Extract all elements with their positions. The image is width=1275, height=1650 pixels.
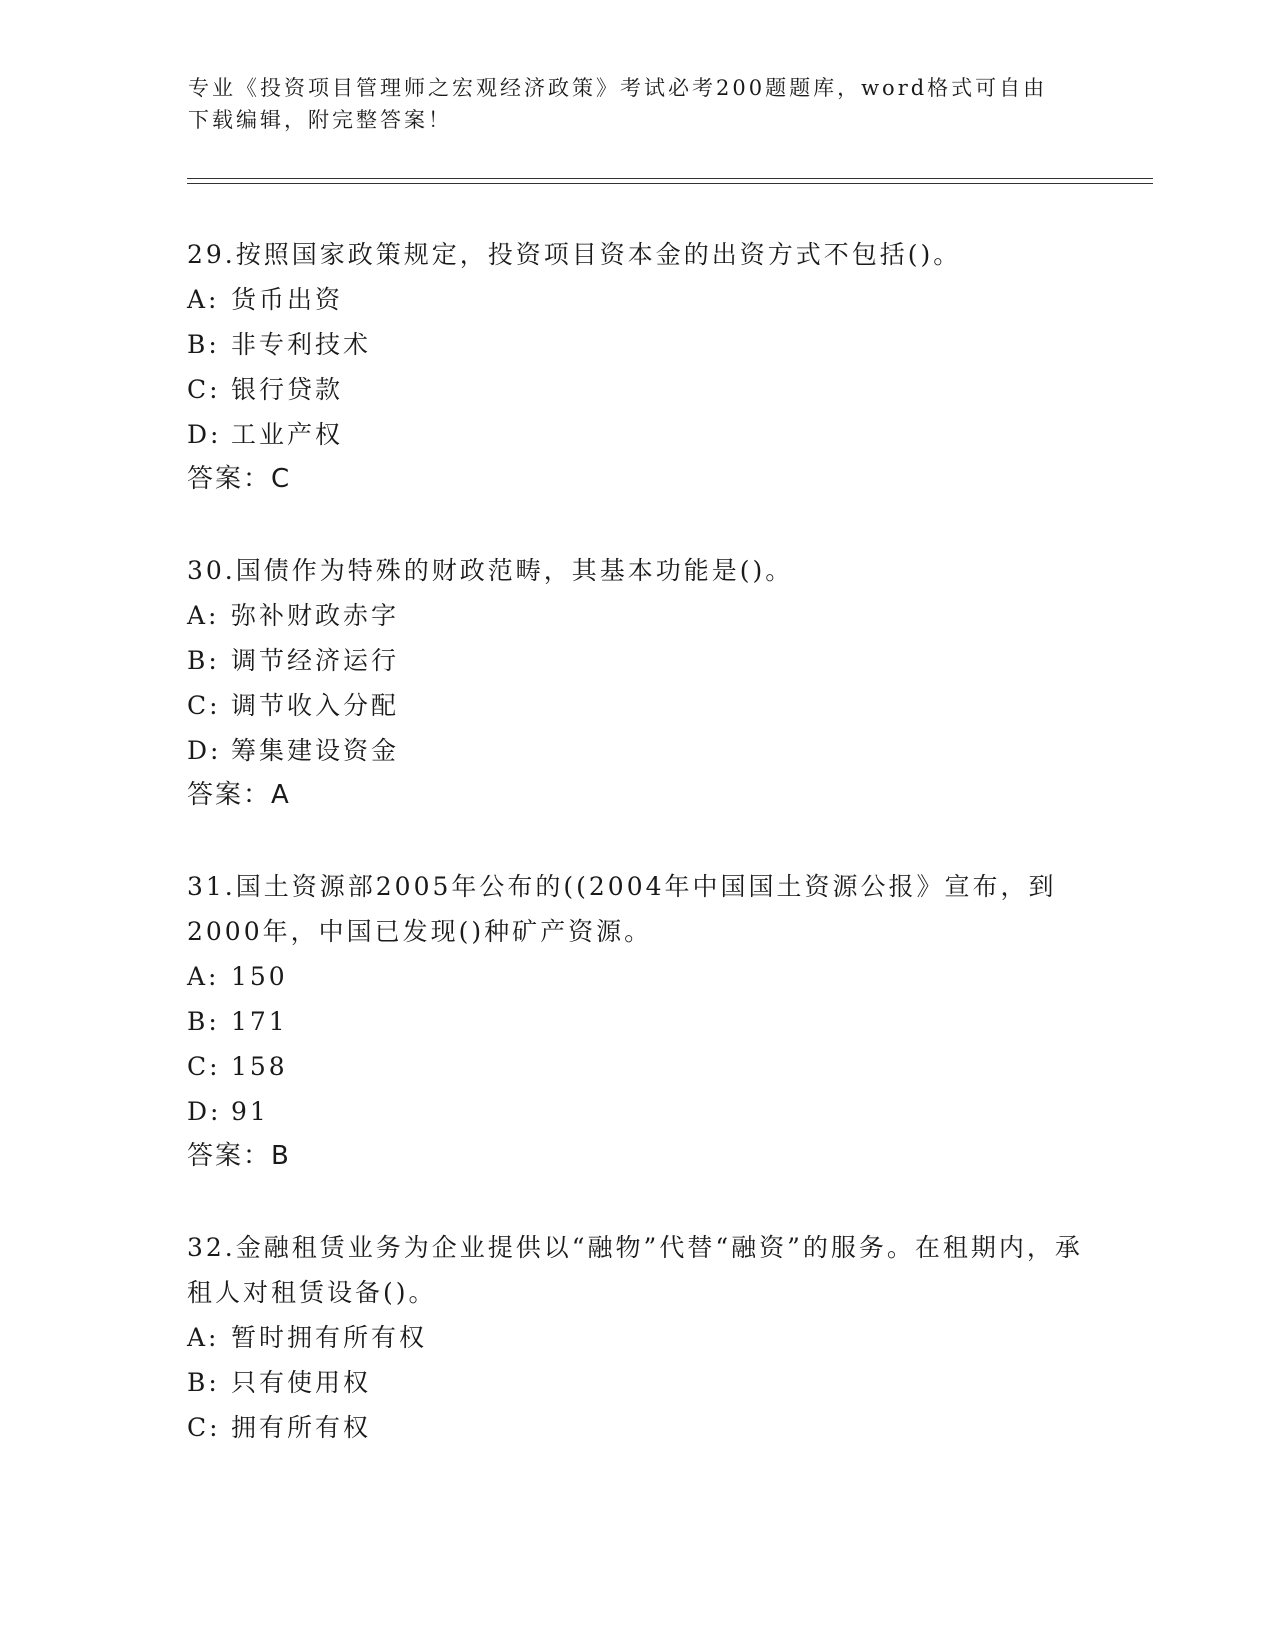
option-letter: D: — [187, 420, 222, 449]
option-letter: C: — [187, 1052, 221, 1081]
option-d — [187, 728, 1087, 773]
option-letter: B: — [187, 330, 220, 359]
option-letter: A: — [187, 962, 220, 991]
option-letter: C: — [187, 691, 221, 720]
option-text: 调节经济运行 — [231, 646, 400, 675]
option-text: 150 — [231, 962, 288, 991]
option-letter: A: — [187, 601, 220, 630]
answer-line: 答案：C — [187, 464, 292, 494]
option-c — [187, 367, 1087, 412]
option-letter: C: — [187, 375, 221, 404]
question-text: 32.金融租赁业务为企业提供以“融物”代替“融资”的服务。在租期内，承租人对租赁设备()。 — [187, 1233, 1083, 1307]
question-text: 29.按照国家政策规定，投资项目资本金的出资方式不包括()。 — [187, 240, 962, 269]
option-text: 工业产权 — [231, 420, 344, 449]
option-text: 拥有所有权 — [231, 1413, 372, 1442]
option-text: 银行贷款 — [231, 375, 344, 404]
option-a — [187, 1315, 1087, 1360]
option-d — [187, 412, 1087, 457]
option-text: 非专利技术 — [231, 330, 372, 359]
option-text: 只有使用权 — [231, 1368, 372, 1397]
question-31 — [187, 864, 1087, 1179]
option-c — [187, 1044, 1087, 1089]
option-b — [187, 1360, 1087, 1405]
option-letter: D: — [187, 736, 222, 765]
option-text: 货币出资 — [231, 285, 344, 314]
option-b — [187, 322, 1087, 367]
question-text: 31.国土资源部2005年公布的((2004年中国国土资源公报》宣布，到2000年，中国已发现()种矿产资源。 — [187, 872, 1057, 946]
answer-line: 答案：B — [187, 1141, 291, 1171]
option-letter: B: — [187, 1368, 220, 1397]
option-c — [187, 683, 1087, 728]
header-divider-bottom — [187, 183, 1153, 184]
question-32 — [187, 1225, 1087, 1450]
question-30 — [187, 548, 1087, 818]
option-d — [187, 1089, 1087, 1134]
option-text: 筹集建设资金 — [231, 736, 400, 765]
option-text: 158 — [231, 1052, 288, 1081]
header-line-1: 专业《投资项目管理师之宏观经济政策》考试必考200题题库，word格式可自由 — [188, 76, 1048, 100]
option-text: 调节收入分配 — [231, 691, 400, 720]
option-letter: B: — [187, 1007, 220, 1036]
answer-line: 答案：A — [187, 780, 291, 810]
option-b — [187, 999, 1087, 1044]
option-c — [187, 1405, 1087, 1450]
document-header — [188, 72, 1088, 136]
header-line-2: 下载编辑，附完整答案！ — [188, 108, 452, 132]
option-letter: A: — [187, 1323, 220, 1352]
option-letter: C: — [187, 1413, 221, 1442]
option-text: 171 — [231, 1007, 288, 1036]
question-29 — [187, 232, 1087, 502]
option-letter: B: — [187, 646, 220, 675]
option-a — [187, 277, 1087, 322]
option-a — [187, 593, 1087, 638]
question-list — [187, 232, 1087, 1496]
option-text: 暂时拥有所有权 — [231, 1323, 428, 1352]
option-text: 91 — [231, 1097, 269, 1126]
option-b — [187, 638, 1087, 683]
option-letter: A: — [187, 285, 220, 314]
question-text: 30.国债作为特殊的财政范畴，其基本功能是()。 — [187, 556, 794, 585]
option-letter: D: — [187, 1097, 222, 1126]
option-text: 弥补财政赤字 — [231, 601, 400, 630]
option-a — [187, 954, 1087, 999]
header-divider-top — [187, 178, 1153, 179]
